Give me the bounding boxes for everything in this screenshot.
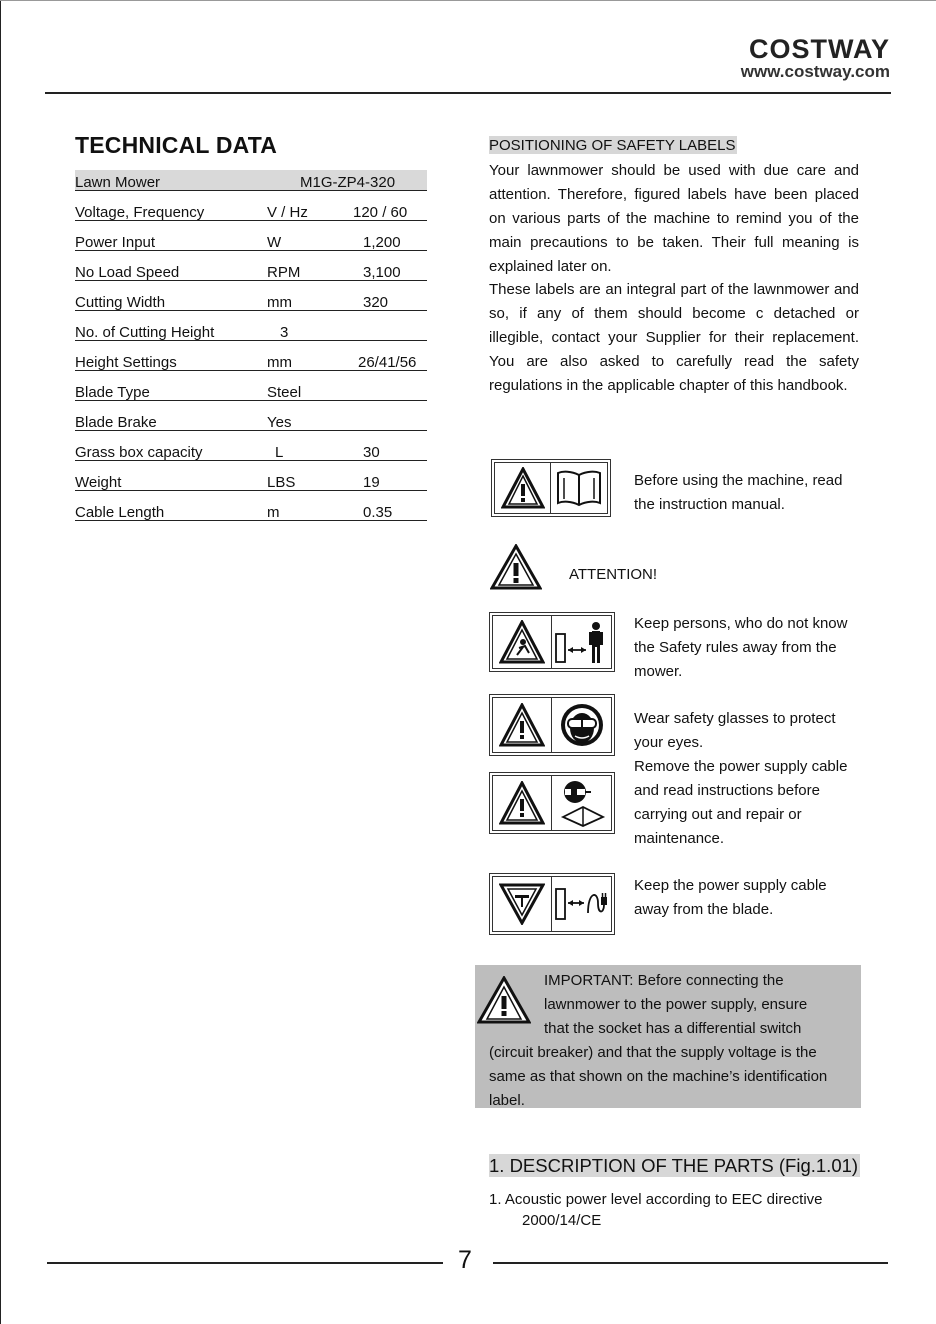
spec-label: Cutting Width [75, 294, 166, 311]
keep-persons-away-label [492, 615, 612, 669]
spec-value: 30 [363, 444, 380, 461]
spec-value: 26/41/56 [358, 354, 417, 371]
header-rule [45, 92, 891, 94]
spec-label: Cable Length [75, 504, 165, 521]
warning-triangle-icon [501, 467, 545, 509]
spec-unit: 3 [280, 324, 289, 341]
cable-away-from-blade-label [492, 876, 612, 932]
technical-data-title: TECHNICAL DATA [75, 132, 278, 158]
spec-value: 19 [363, 474, 380, 491]
spec-label: Height Settings [75, 354, 177, 371]
cable-distance-icon [554, 883, 610, 925]
footer-rule-right [493, 1262, 888, 1264]
spec-row [75, 200, 427, 221]
cable-away-caption: Keep the power supply cable away from the blade. [634, 877, 827, 918]
spec-label: Voltage, Frequency [75, 204, 205, 221]
spec-unit: V / Hz [267, 204, 308, 221]
spec-value: 120 / 60 [353, 204, 408, 221]
spec-unit: m [267, 504, 280, 521]
keep-persons-away-caption: Keep persons, who do not know the Safety rules away from the mower. [634, 615, 848, 680]
spec-unit: W [267, 234, 282, 251]
attention-triangle-icon [490, 544, 542, 590]
spec-label: Power Input [75, 234, 156, 251]
important-line-6: label. [489, 1092, 525, 1109]
spec-row [75, 260, 427, 281]
spec-label: No Load Speed [75, 264, 180, 281]
spec-row [75, 440, 427, 461]
spec-label: Blade Brake [75, 414, 157, 431]
safety-replacement-paragraph: These labels are an integral part of the lawnmower and so, if any of them should become c detached or illegible, contact your Supplier for their replacement. You are also asked to carefully read the safety regulations in the applicable chapter of this handbook. [489, 281, 859, 394]
spec-row [75, 290, 427, 311]
spec-row [75, 500, 427, 521]
manual-safety-label [494, 462, 608, 514]
spec-row [75, 170, 427, 191]
page-number: 7 [458, 1246, 472, 1274]
spec-value: 320 [363, 294, 389, 311]
spec-row [75, 470, 427, 491]
safety-glasses-label [492, 697, 612, 753]
spec-row [75, 350, 427, 371]
spec-label: Grass box capacity [75, 444, 203, 461]
description-item-1: 1. Acoustic power level according to EEC directive [489, 1191, 823, 1208]
safety-goggles-icon [559, 702, 605, 748]
warning-triangle-icon [499, 781, 545, 825]
spec-value: 3,100 [363, 264, 401, 281]
description-item-1-continued: 2000/14/CE [522, 1212, 602, 1229]
important-warning-icon [477, 976, 531, 1024]
spec-row [75, 320, 427, 341]
spec-unit: L [275, 444, 284, 461]
open-book-icon [555, 469, 603, 507]
spec-unit: RPM [267, 264, 301, 281]
blade-hazard-triangle-icon [499, 883, 545, 925]
important-line-4: (circuit breaker) and that the supply voltage is the [489, 1044, 817, 1061]
keep-distance-icon [554, 620, 610, 666]
manual-label-caption: Before using the machine, read the instruction manual. [634, 472, 843, 513]
important-line-5: same as that shown on the machine’s identification [489, 1068, 828, 1085]
spec-unit: LBS [267, 474, 296, 491]
spec-row [75, 410, 427, 431]
spec-value: 0.35 [363, 504, 393, 521]
spec-label: Blade Type [75, 384, 150, 401]
important-line-2: lawnmower to the power supply, ensure [544, 996, 808, 1013]
important-line-1: IMPORTANT: Before connecting the [544, 972, 784, 989]
remove-power-label [492, 775, 612, 831]
page-border-top [0, 0, 936, 1]
description-parts-title: 1. DESCRIPTION OF THE PARTS (Fig.1.01) [489, 1155, 859, 1176]
spec-unit: mm [267, 294, 292, 311]
remove-power-caption: Remove the power supply cable and read instructions before carrying out and repair or maintenance. [634, 758, 848, 847]
unplug-and-read-icon [559, 779, 607, 827]
hazard-triangle-icon [499, 620, 545, 664]
safety-labels-title: POSITIONING OF SAFETY LABELS [489, 137, 736, 154]
safety-glasses-caption: Wear safety glasses to protect your eyes. [634, 710, 836, 751]
spec-row [75, 380, 427, 401]
spec-unit: mm [267, 354, 292, 371]
important-line-3: that the socket has a differential switch [544, 1020, 802, 1037]
spec-label: Weight [75, 474, 122, 491]
spec-label: No. of Cutting Height [75, 324, 215, 341]
brand-url: www.costway.com [740, 62, 890, 81]
footer-rule-left [47, 1262, 443, 1264]
attention-heading: ATTENTION! [569, 566, 658, 583]
spec-unit: Steel [267, 384, 302, 401]
spec-label: Lawn Mower [75, 174, 161, 191]
brand-logo: COSTWAY [748, 34, 890, 64]
safety-intro-paragraph: Your lawnmower should be used with due care and attention. Therefore, figured labels have been placed on various parts of the machine to remind you of the main precautions to be taken. Their full meaning is explained later on. [489, 162, 859, 275]
page-border-left [0, 0, 1, 1324]
spec-value: M1G-ZP4-320 [300, 174, 396, 191]
spec-row [75, 230, 427, 251]
spec-unit: Yes [267, 414, 292, 431]
warning-triangle-icon [499, 703, 545, 747]
spec-value: 1,200 [363, 234, 401, 251]
